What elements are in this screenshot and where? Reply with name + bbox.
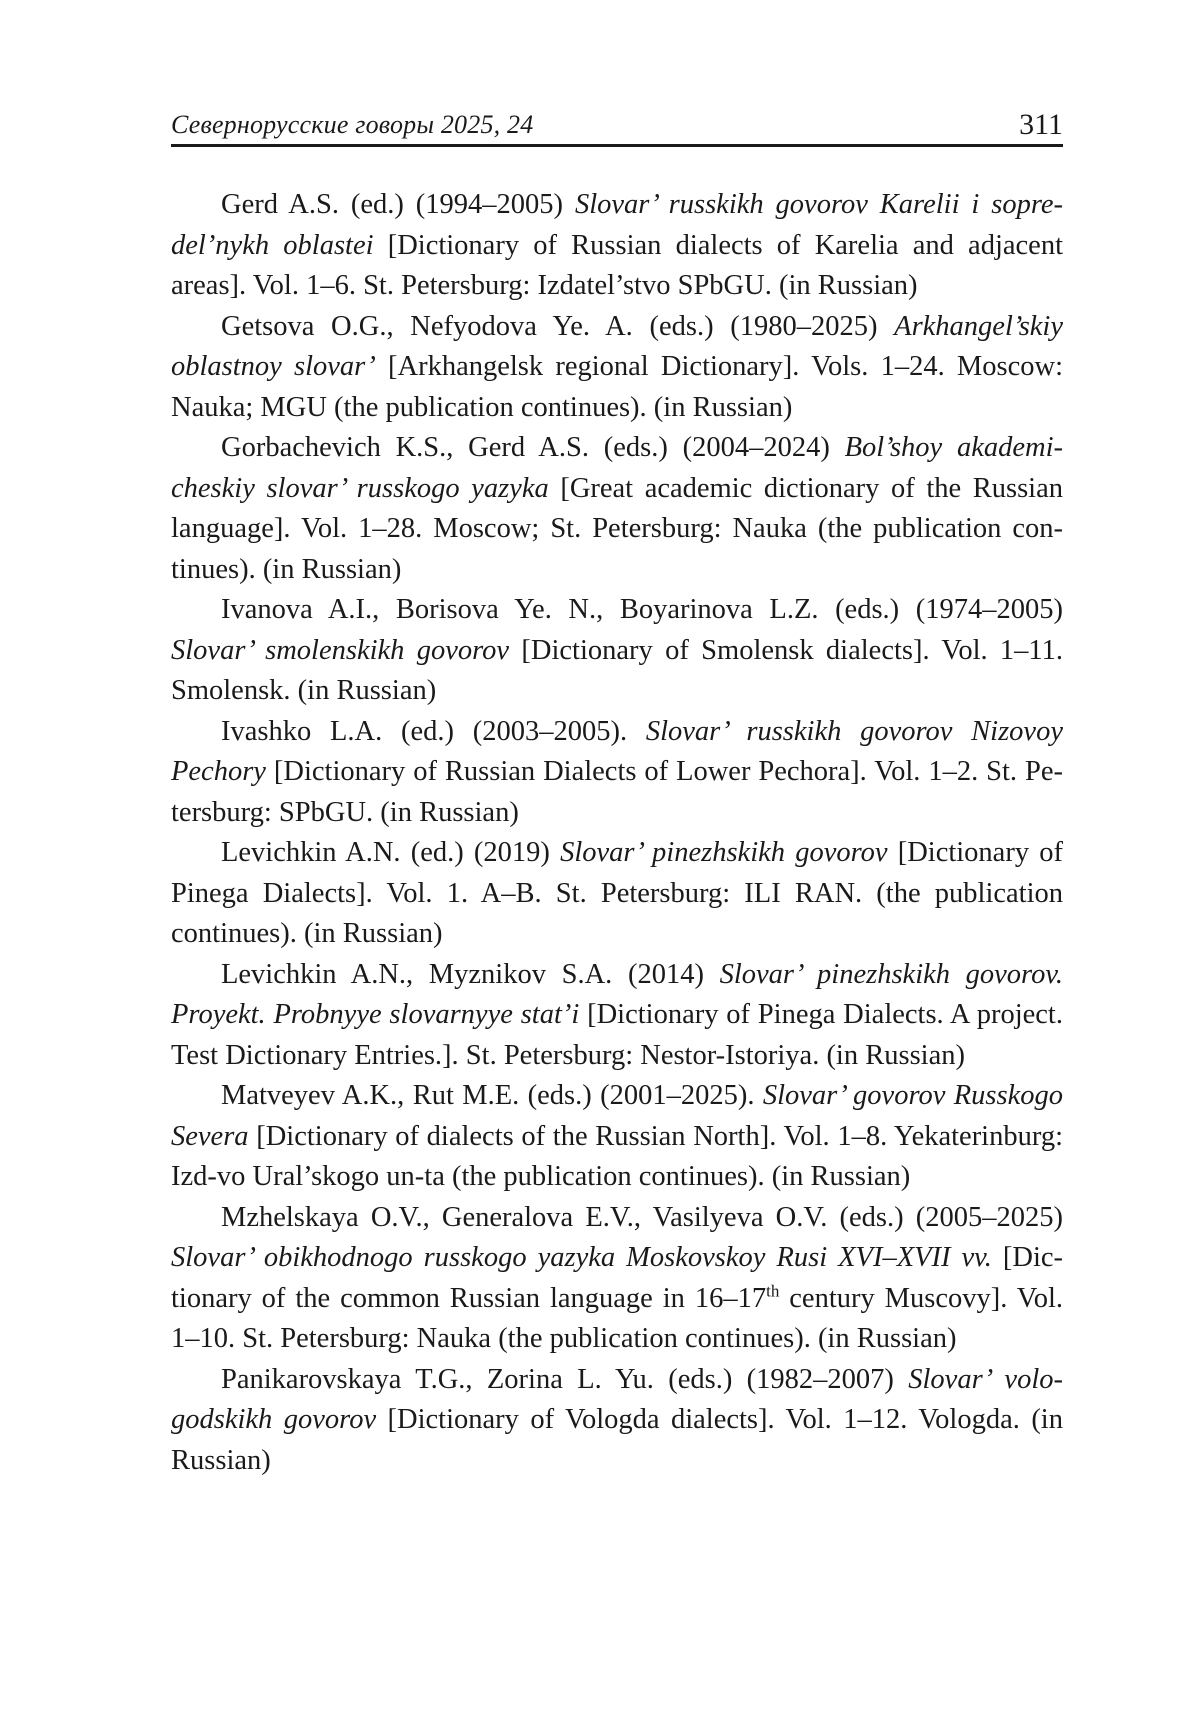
reference-entry (171, 833, 1063, 955)
reference-entry (171, 428, 1063, 590)
reference-entry (171, 185, 1063, 307)
reference-title: Slovar’ pinezhskikh govorov (560, 837, 888, 868)
reference-details: [Dictionary of Smolensk dialects]. Vol. 1–11. Smolensk. (in Russian) (171, 634, 1064, 706)
page (171, 98, 1063, 1481)
reference-details: [Dictionary of Pinega Dialects. A project. Test Dictionary Entries.]. St. Petersburg: Nestor-Istoriya. (in Russian) (171, 999, 1063, 1071)
reference-details: [Dictionary of dialects of the Russian North]. Vol. 1–8. Yekaterinburg: Izd-vo Ural’skogo un-ta (the publication continues). (in Russian) (171, 1120, 1063, 1192)
reference-authors: Levichkin A.N. (ed.) (2019) (221, 837, 561, 868)
reference-title: Slovar’ pinezhskikh govorov. Proyekt. Probnyye slovarnyye stat’i (171, 958, 1064, 1030)
reference-title: Slovar’ obikhodnogo russkogo yazyka Moskovskoy Rusi XVI–XVII vv. (171, 1242, 992, 1273)
reference-entry (171, 1076, 1063, 1198)
reference-authors: Ivashko L.A. (ed.) (2003–2005). (221, 715, 646, 747)
reference-title: Slovar’ vologodskikh govorov (171, 1363, 1063, 1435)
running-header (171, 98, 1063, 147)
reference-entry (171, 712, 1063, 834)
page-number: 311 (1019, 108, 1063, 141)
reference-entry (171, 1198, 1063, 1360)
reference-authors: Ivanova A.I., Borisova Ye. N., Boyarinova L.Z. (eds.) (1974–2005) (221, 594, 1063, 625)
reference-entry (171, 307, 1063, 429)
reference-entry (171, 1360, 1063, 1482)
reference-title: Arkhangel’skiy oblastnoy slovar’ (171, 310, 1063, 382)
reference-entry (171, 955, 1063, 1077)
superscript-th: th (766, 1281, 780, 1300)
reference-authors: Mzhelskaya O.V., Generalova E.V., Vasilyeva O.V. (eds.) (2005–2025) (221, 1201, 1063, 1233)
reference-authors: Getsova O.G., Nefyodova Ye. A. (eds.) (1980–2025) (221, 310, 895, 342)
reference-title: Bol’shoy akademicheskiy slovar’ russkogo yazyka (171, 432, 1063, 504)
reference-entry (171, 590, 1063, 712)
reference-authors: Matveyev A.K., Rut M.E. (eds.) (2001–2025). (221, 1080, 763, 1111)
reference-details: [Dictionary of Russian dialects of Karelia and adjacent areas]. Vol. 1–6. St. Petersburg: Izdatel’stvo SPbGU. (in Russian) (171, 229, 1063, 301)
reference-title: Slovar’ smolenskikh govorov (171, 634, 510, 666)
reference-authors: Panikarovskaya T.G., Zorina L. Yu. (eds.) (1982–2007) (221, 1363, 909, 1395)
reference-details: [Dictionary of Vologda dialects]. Vol. 1–12. Vologda. (in Russian) (171, 1404, 1063, 1476)
reference-details: [Arkhangelsk regional Dictionary]. Vols. 1–24. Moscow: Nauka; MGU (the publication continues). (in Russian) (171, 351, 1063, 423)
reference-authors: Gorbachevich K.S., Gerd A.S. (eds.) (2004–2024) (221, 432, 845, 463)
reference-authors: Levichkin A.N., Myznikov S.A. (2014) (221, 958, 720, 990)
reference-details: [Dictionary of the common Russian language in 16–17 (171, 1242, 1064, 1314)
reference-details: century Muscovy]. Vol. 1–10. St. Petersburg: Nauka (the publication continues). (in Russian) (171, 1282, 1063, 1354)
reference-title: Slovar’ govorov Russkogo Severa (171, 1080, 1063, 1152)
reference-details: [Dictionary of Russian Dialects of Lower Pechora]. Vol. 1–2. St. Petersburg: SPbGU. (in Russian) (171, 756, 1063, 828)
reference-authors: Gerd A.S. (ed.) (1994–2005) (221, 189, 575, 220)
reference-details: [Great academic dictionary of the Russian language]. Vol. 1–28. Moscow; St. Petersburg: Nauka (the publication continues). (in Russian) (171, 472, 1063, 585)
journal-title: Севернорусские говоры 2025, 24 (171, 110, 534, 139)
reference-list (171, 185, 1063, 1481)
reference-details: [Dictionary of Pinega Dialects]. Vol. 1. A–B. St. Petersburg: ILI RAN. (the publication continues). (in Russian) (171, 837, 1063, 949)
reference-title: Slovar’ russkikh govorov Nizovoy Pechory (171, 715, 1063, 787)
reference-title: Slovar’ russkikh govorov Karelii i sopredel’nykh oblastei (171, 189, 1063, 261)
